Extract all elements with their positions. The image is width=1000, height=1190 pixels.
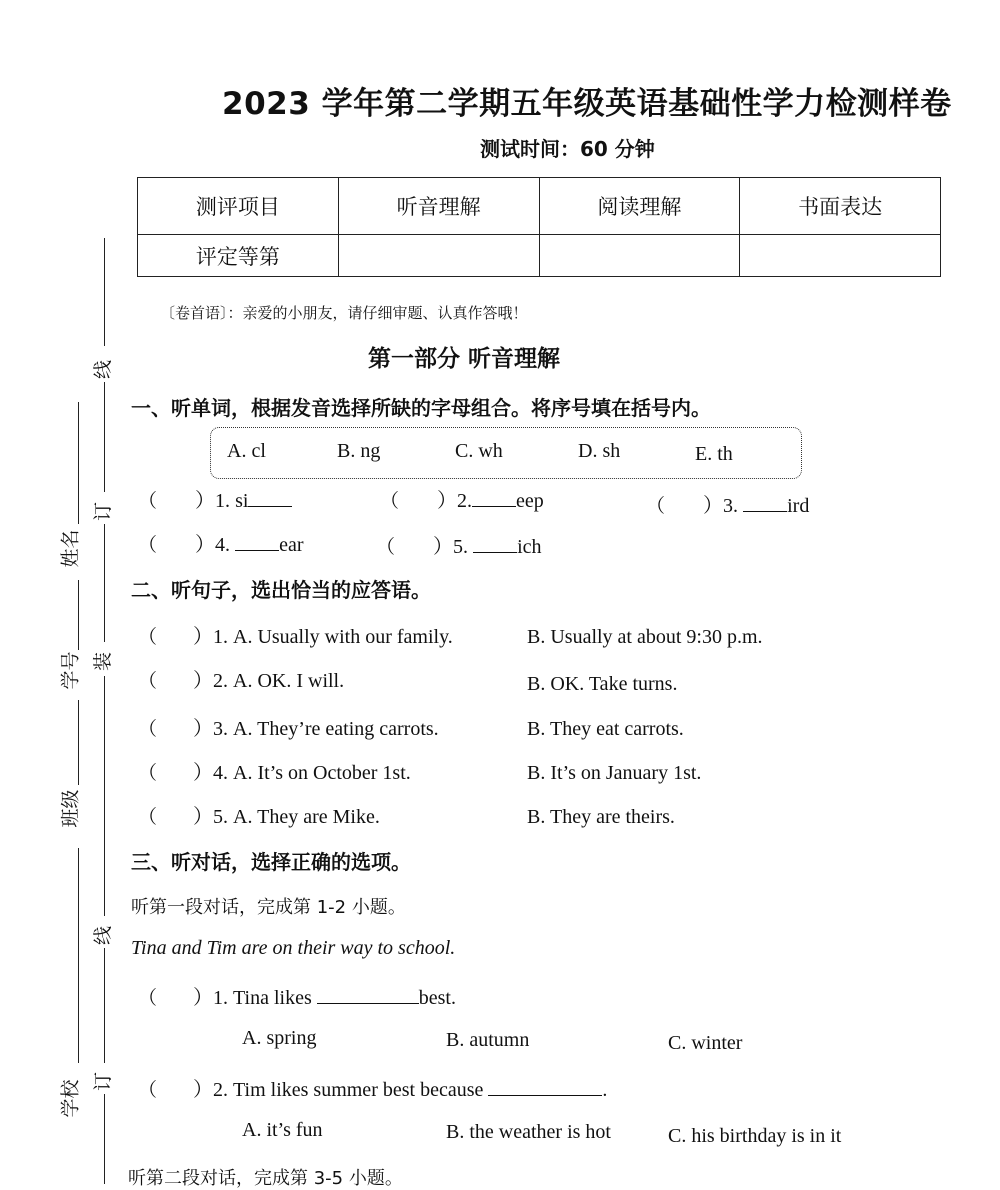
option-e: E. th (695, 443, 733, 465)
response-item-2: （ ）2. A. OK. I will. (138, 670, 345, 692)
dialog-question-2: （ ）2. Tim likes summer best because . (138, 1079, 608, 1101)
response-item-1: （ ）1. A. Usually with our family. (138, 626, 453, 648)
class-field-line[interactable] (78, 700, 79, 785)
score-header-listening: 听音理解 (338, 178, 539, 235)
name-label: 姓名 (59, 529, 82, 568)
section-three-instruction: 三、听对话，选择正确的选项。 (131, 850, 411, 874)
response-item-3-b: B. They eat carrots. (527, 718, 684, 740)
answer-paren[interactable]: （ (138, 670, 158, 692)
dialog-question-1: （ ）1. Tina likes best. (138, 987, 456, 1009)
score-row-label: 评定等第 (138, 235, 339, 277)
answer-paren[interactable]: （ (138, 1079, 158, 1101)
option-d: D. sh (578, 440, 621, 462)
response-item-3: （ ）3. A. They’re eating carrots. (138, 718, 439, 740)
response-item-4: （ ）4. A. It’s on October 1st. (138, 762, 411, 784)
binding-line (104, 676, 105, 916)
binding-line (104, 948, 105, 1063)
word-item-3: （ ）3. ird (646, 495, 810, 517)
binding-char-ding-top: 订 (92, 501, 115, 522)
word-blank[interactable] (248, 488, 292, 507)
binding-char-ding-bottom: 订 (92, 1071, 115, 1092)
score-table (137, 177, 941, 277)
q2-option-c: C. his birthday is in it (668, 1125, 842, 1147)
score-header-writing: 书面表达 (740, 178, 941, 235)
school-label: 学校 (59, 1079, 82, 1118)
word-item-1: （ ）1. si (138, 484, 292, 513)
score-table-header-row (138, 178, 941, 235)
response-item-1-b: B. Usually at about 9:30 p.m. (527, 626, 763, 648)
option-b: B. ng (337, 440, 381, 462)
binding-char-line-bottom: 线 (92, 925, 115, 946)
answer-paren[interactable]: （ (138, 987, 158, 1009)
word-blank[interactable] (743, 493, 787, 512)
answer-paren[interactable]: （ (138, 490, 158, 512)
score-table-grade-row (138, 235, 941, 277)
binding-line (104, 238, 105, 346)
word-blank[interactable] (472, 488, 516, 507)
id-field-line[interactable] (78, 580, 79, 650)
part-one-title: 第一部分 听音理解 (368, 346, 561, 372)
name-field-line[interactable] (78, 402, 79, 524)
word-item-4: （ ）4. ear (138, 534, 304, 556)
answer-paren[interactable]: （ (646, 495, 666, 517)
answer-paren[interactable]: （ (376, 536, 396, 558)
answer-paren[interactable]: （ (138, 626, 158, 648)
score-header-item: 测评项目 (138, 178, 339, 235)
q1-option-c: C. winter (668, 1032, 743, 1054)
response-item-2-b: B. OK. Take turns. (527, 673, 678, 695)
word-item-2: （ ）2. eep (380, 490, 544, 512)
dialog-two-note: 听第二段对话，完成第 3-5 小题。 (128, 1168, 403, 1189)
answer-paren[interactable]: （ (380, 490, 400, 512)
dialog-context: Tina and Tim are on their way to school. (131, 937, 456, 959)
q2-option-b: B. the weather is hot (446, 1121, 611, 1143)
binding-char-line-top: 线 (92, 359, 115, 380)
option-c: C. wh (455, 440, 503, 462)
school-field-line[interactable] (78, 848, 79, 1063)
word-blank[interactable] (473, 534, 517, 553)
answer-paren[interactable]: （ (138, 534, 158, 556)
grade-cell-listening[interactable] (338, 235, 539, 277)
binding-line (104, 1094, 105, 1184)
page-title: 2023 学年第二学期五年级英语基础性学力检测样卷 (222, 86, 952, 122)
test-time: 测试时间：60 分钟 (480, 137, 655, 161)
q1-option-b: B. autumn (446, 1029, 530, 1051)
dialog-one-note: 听第一段对话，完成第 1-2 小题。 (131, 897, 406, 918)
id-label: 学号 (59, 651, 82, 690)
word-item-5: （ ）5. ich (376, 536, 542, 558)
binding-line (104, 524, 105, 642)
option-a: A. cl (227, 440, 266, 462)
answer-paren[interactable]: （ (138, 762, 158, 784)
word-blank[interactable] (235, 532, 279, 551)
binding-char-zhuang: 装 (92, 651, 115, 672)
grade-cell-writing[interactable] (740, 235, 941, 277)
response-item-5-b: B. They are theirs. (527, 806, 675, 828)
answer-paren[interactable]: （ (138, 718, 158, 740)
answer-blank[interactable] (317, 985, 419, 1004)
q2-option-a: A. it’s fun (242, 1119, 323, 1141)
binding-line (104, 382, 105, 492)
grade-cell-reading[interactable] (539, 235, 740, 277)
score-header-reading: 阅读理解 (539, 178, 740, 235)
section-one-instruction: 一、听单词，根据发音选择所缺的字母组合。将序号填在括号内。 (131, 396, 711, 420)
q1-option-a: A. spring (242, 1027, 317, 1049)
class-label: 班级 (59, 789, 82, 828)
answer-paren[interactable]: （ (138, 806, 158, 828)
section-two-instruction: 二、听句子，选出恰当的应答语。 (131, 578, 431, 602)
preface-note: 〔卷首语〕：亲爱的小朋友，请仔细审题、认真作答哦！ (160, 304, 528, 322)
response-item-4-b: B. It’s on January 1st. (527, 762, 702, 784)
response-item-5: （ ）5. A. They are Mike. (138, 806, 380, 828)
answer-blank[interactable] (488, 1077, 602, 1096)
